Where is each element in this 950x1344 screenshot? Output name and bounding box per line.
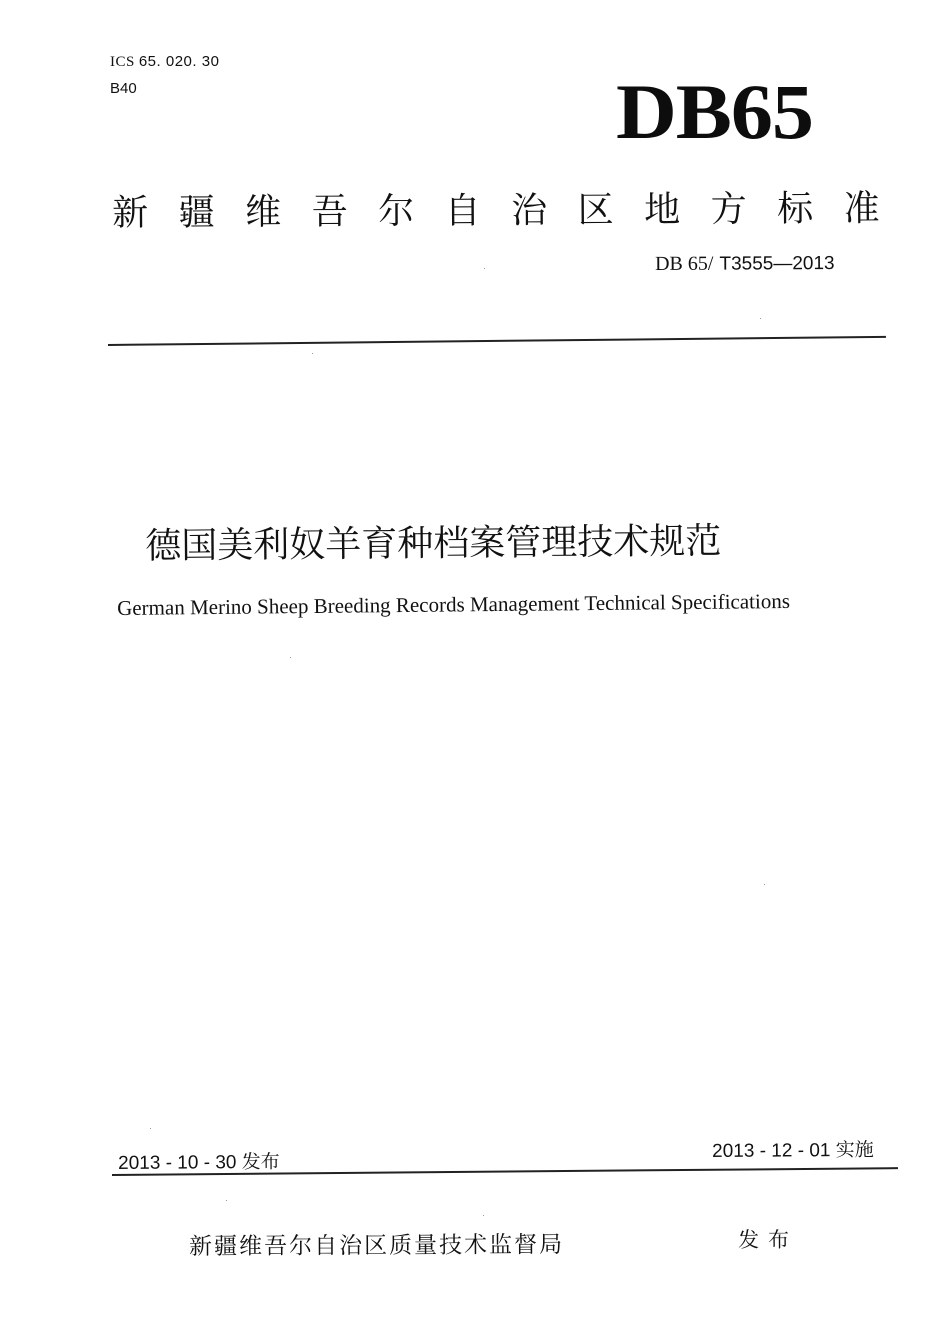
implement-date xyxy=(712,1135,874,1163)
header-divider xyxy=(108,336,886,346)
publish-date-value: 2013 - 10 - 30 xyxy=(118,1152,237,1174)
document-title-english: German Merino Sheep Breeding Records Management Technical Specifications xyxy=(117,588,791,620)
ics-label: ICS xyxy=(110,54,135,70)
standard-number-prefix: DB 65/ xyxy=(655,252,714,275)
standard-number-value: T3555—2013 xyxy=(719,253,835,275)
scan-speck xyxy=(290,657,291,658)
scan-speck xyxy=(226,1200,227,1201)
document-title-chinese: 德国美利奴羊育种档案管理技术规范 xyxy=(145,520,722,567)
ics-code: 65. 020. 30 xyxy=(138,53,220,70)
issuing-authority: 新疆维吾尔自治区质量技术监督局 xyxy=(189,1232,565,1260)
standard-logo: DB65 xyxy=(616,68,813,155)
scan-speck xyxy=(760,318,761,319)
ccs-code: B40 xyxy=(110,80,137,97)
implement-date-value: 2013 - 12 - 01 xyxy=(712,1140,831,1162)
publish-date xyxy=(118,1147,280,1175)
standard-type-heading: 新疆维吾尔自治区地方标准 xyxy=(112,188,911,234)
ics-classification xyxy=(110,53,219,71)
scan-speck xyxy=(483,1215,484,1216)
standard-number xyxy=(655,252,835,276)
scan-speck xyxy=(764,884,765,885)
scan-speck xyxy=(150,1128,151,1129)
issue-label: 发布 xyxy=(738,1227,799,1252)
implement-date-label: 实施 xyxy=(835,1138,874,1162)
scan-speck xyxy=(312,353,313,354)
scan-speck xyxy=(484,268,485,269)
publish-date-label: 发布 xyxy=(241,1150,280,1174)
